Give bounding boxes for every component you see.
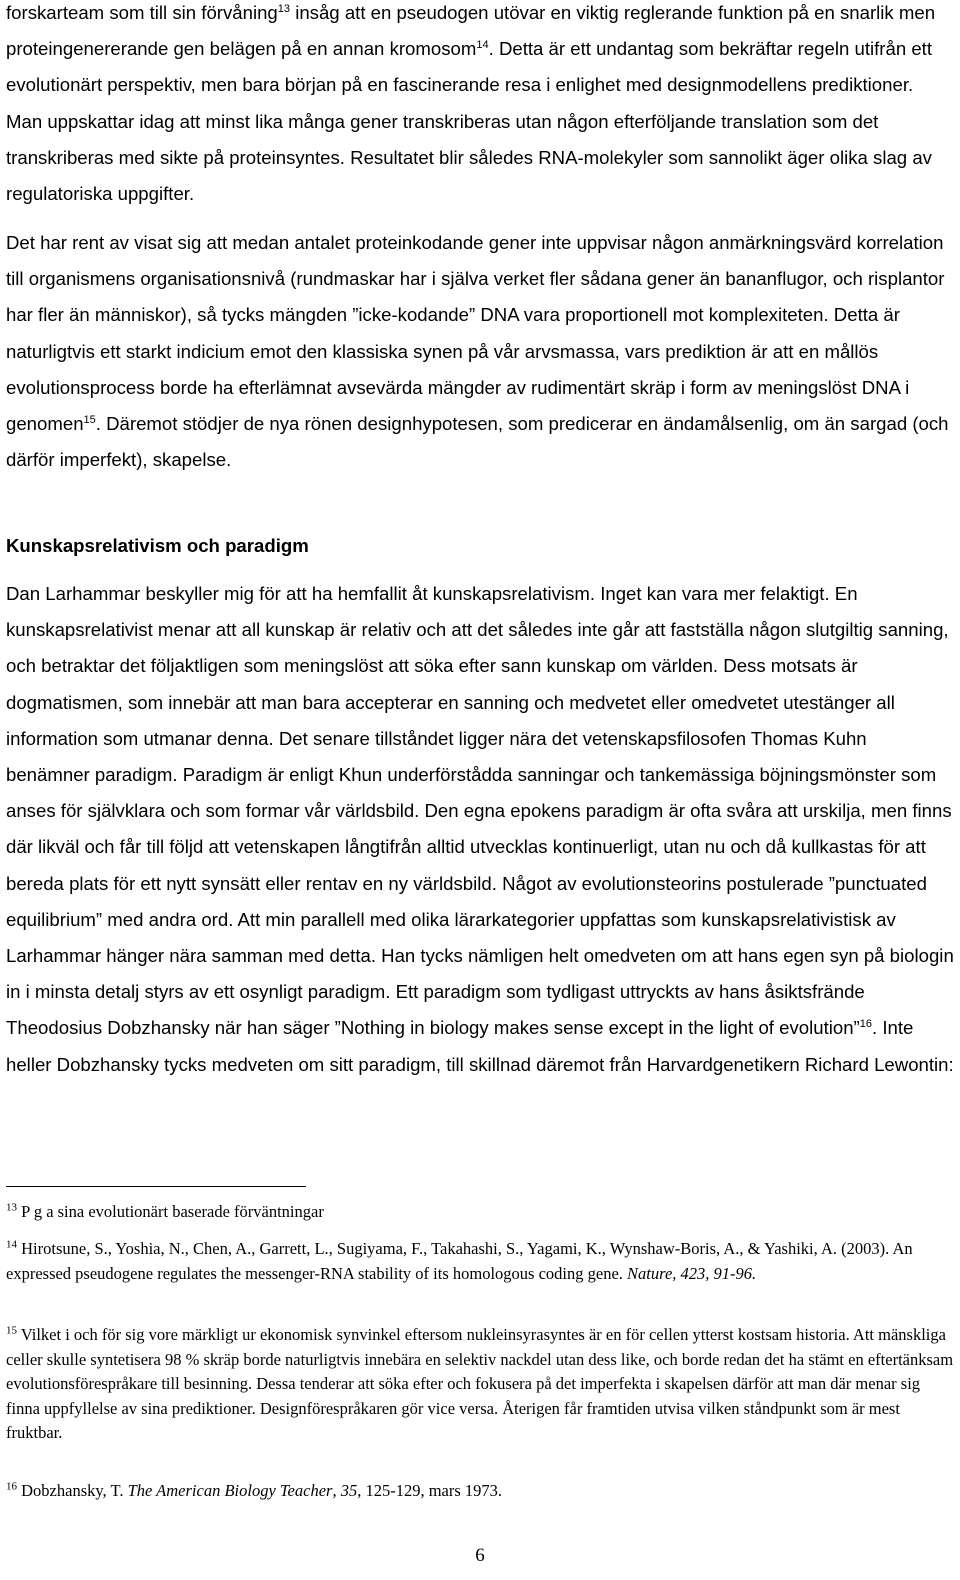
- paragraph-text: Det har rent av visat sig att medan antalet proteinkodande gener inte uppvisar någon anmärkningsvärd korrelation till organismens organisationsnivå (rundmaskar har i själva verket fler sådana gener än bananflugor, och risplantor har fler än människor), så tycks mängden ”icke-kodande” DNA vara proportionell mot komplexiteten. Detta är naturligtvis ett starkt indicium emot den klassiska synen på vår arvsmassa, vars prediktion är att en mållös evolutionsprocess borde ha efterlämnat avsevärda mängder av rudimentärt skräp i form av meningslöst DNA i genomen: [6, 232, 945, 435]
- paragraph-text: . Däremot stödjer de nya rönen designhypotesen, som predicerar en ändamålsenlig, om än sargad (och därför imperfekt), skapelse.: [6, 413, 949, 471]
- section-heading: Kunskapsrelativism och paradigm: [6, 535, 309, 556]
- footnote-text: Dobzhansky, T.: [21, 1481, 128, 1500]
- footnote-number: 13: [6, 1201, 17, 1214]
- footnote-13: [6, 1200, 954, 1225]
- paragraph-text: . Inte heller Dobzhansky tycks medveten om sitt paradigm, till skillnad däremot från Harvardgenetikern Richard Lewontin:: [6, 1017, 954, 1075]
- footnote-ref-16[interactable]: 16: [859, 1018, 872, 1031]
- body-paragraph-1: [6, 0, 954, 212]
- footnote-14: [6, 1237, 954, 1286]
- footnote-number: 14: [6, 1238, 17, 1251]
- paragraph-text: . Detta är ett undantag som bekräftar regeln utifrån ett evolutionärt perspektiv, men bara början på en fascinerande resa i enlighet med designmodellens prediktioner. Man uppskattar idag att minst lika många gener transkriberas utan någon efterföljande translation som det transkriberas med sikte på proteinsyntes. Resultatet blir således RNA-molekyler som sannolikt äger olika slag av regulatoriska uppgifter.: [6, 38, 933, 205]
- footnote-journal: Nature, 423, 91-96.: [627, 1263, 757, 1283]
- body-paragraph-2: [6, 225, 954, 478]
- footnote-ref-13[interactable]: 13: [277, 2, 291, 15]
- page-number: 6: [475, 1545, 485, 1566]
- footnote-number: 16: [6, 1480, 17, 1493]
- footnote-text: , 125-129, mars 1973.: [357, 1481, 503, 1500]
- footnote-separator: [6, 1186, 306, 1187]
- footnote-text: ,: [332, 1481, 341, 1500]
- footnote-journal: The American Biology Teacher: [127, 1481, 333, 1500]
- footnote-number: 15: [6, 1324, 17, 1337]
- footnote-volume: 35: [340, 1481, 358, 1500]
- footnote-ref-14[interactable]: 14: [476, 39, 489, 52]
- footnote-ref-15[interactable]: 15: [83, 413, 96, 426]
- footnote-text: Vilket i och för sig vore märkligt ur ekonomisk synvinkel eftersom nukleinsyrasyntes är en för cellen ytterst kostsam historia. Att mänskliga celler skulle syntetisera 98 % skräp borde naturligtvis innebära en selektiv nackdel utan dess like, och borde redan det ha stämt en eftertänksam evolutionsförespråkare till besinning. Dessa tenderar att söka efter och fokusera på det imperfekta i skapelsen därför att man där menar sig finna uppfyllelse av sina prediktioner. Designförespråkaren gör vice versa. Återigen får framtiden utvisa vilken ståndpunkt som är mest fruktbar.: [6, 1325, 954, 1442]
- footnote-text: P g a sina evolutionärt baserade förväntningar: [21, 1202, 324, 1221]
- body-paragraph-3: [6, 576, 954, 1083]
- footnote-16: [6, 1479, 954, 1504]
- paragraph-text: Dan Larhammar beskyller mig för att ha hemfallit åt kunskapsrelativism. Inget kan vara mer felaktigt. En kunskapsrelativist menar att all kunskap är relativ och att det således inte går att fastställa någon slutgiltig sanning, och betraktar det följaktligen som meningslöst att söka efter sann kunskap om världen. Dess motsats är dogmatismen, som innebär att man bara accepterar en sanning och medvetet eller omedvetet utestänger all information som utmanar denna. Det senare tillståndet ligger nära det vetenskapsfilosofen Thomas Kuhn benämner paradigm. Paradigm är enligt Khun underförstådda sanningar och tankemässiga böjningsmönster som anses för självklara och som formar vår världsbild. Den egna epokens paradigm är ofta svåra att urskilja, men finns där likväl och får till följd att vetenskapen långtifrån alltid utvecklas kontinuerligt, utan nu och då kullkastas för att bereda plats för ett nytt synsätt eller rentav en ny världsbild. Något av evolutionsteorins postulerade ”punctuated equilibrium” med andra ord. Att min parallell med olika lärarkategorier uppfattas som kunskapsrelativistisk av Larhammar hänger nära samman med detta. Han tycks nämligen helt omedveten om att hans egen syn på biologin in i minsta detalj styrs av ett osynligt paradigm. Ett paradigm som tydligast uttryckts av hans åsiktsfrände Theodosius Dobzhansky när han säger ”Nothing in biology makes sense except in the light of evolution”: [6, 583, 954, 1039]
- footnote-15: [6, 1323, 954, 1446]
- footnote-text: Hirotsune, S., Yoshia, N., Chen, A., Garrett, L., Sugiyama, F., Takahashi, S., Yagami, K., Wynshaw-Boris, A., & Yashiki, A. (2003). An expressed pseudogene regulates the messenger-RNA stability of its homologous coding gene.: [6, 1239, 913, 1283]
- paragraph-text: forskarteam som till sin förvåning: [6, 2, 278, 23]
- paragraph-text: insåg att en pseudogen utövar en viktig reglerande funktion på en snarlik men proteingenererande gen belägen på en annan kromosom: [6, 2, 936, 60]
